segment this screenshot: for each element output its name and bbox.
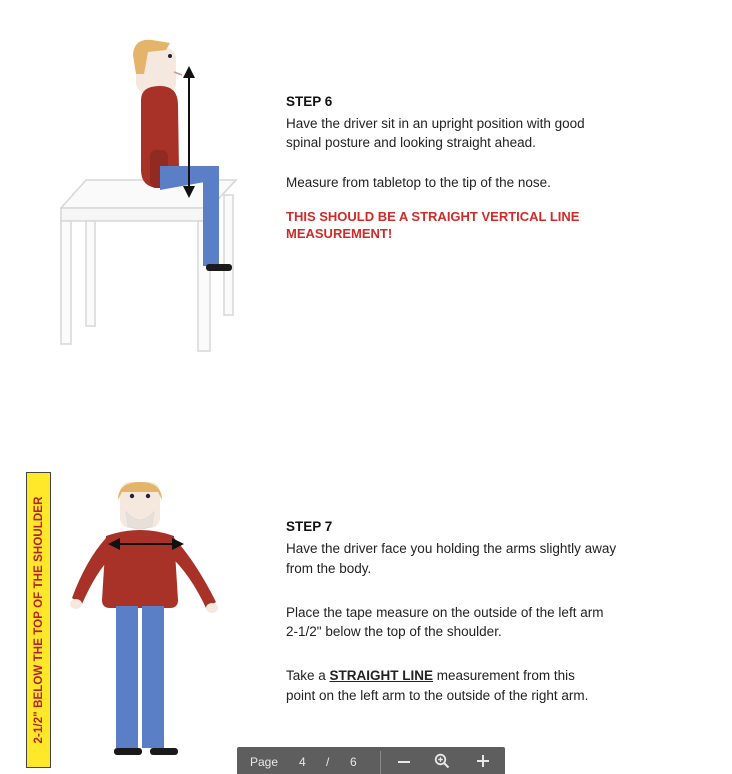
zoom-reset-button[interactable] bbox=[429, 747, 455, 774]
step7-p3-prefix: Take a bbox=[286, 668, 330, 683]
step6-title: STEP 6 bbox=[286, 94, 333, 109]
shoulder-distance-label bbox=[26, 472, 51, 768]
step6-measure-text: Measure from tabletop to the tip of the nose. bbox=[286, 175, 551, 190]
zoom-out-button[interactable] bbox=[391, 747, 417, 774]
plus-icon bbox=[476, 754, 490, 768]
page-separator: / bbox=[326, 755, 330, 769]
zoom-in-button[interactable] bbox=[470, 747, 496, 774]
minus-icon bbox=[397, 754, 411, 768]
current-page-number[interactable]: 4 bbox=[299, 755, 306, 769]
toolbar-divider bbox=[380, 751, 381, 774]
step7-p3-line2: point on the left arm to the outside of the right arm. bbox=[286, 688, 589, 703]
seated-person bbox=[133, 40, 232, 271]
pdf-page-toolbar bbox=[237, 747, 505, 774]
step7-p1-line2: from the body. bbox=[286, 561, 372, 576]
standing-person bbox=[70, 482, 218, 755]
step7-p3-suffix: measurement from this bbox=[433, 668, 575, 683]
straight-line-emphasis: STRAIGHT LINE bbox=[329, 668, 434, 683]
step7-p1-line1: Have the driver face you holding the arms slightly away bbox=[286, 541, 617, 556]
step6-instruction-line2: spinal posture and looking straight ahead. bbox=[286, 135, 536, 150]
step6-warning-line2: MEASUREMENT! bbox=[286, 226, 393, 241]
shoulder-distance-label-text: 2-1/2" BELOW THE TOP OF THE SHOULDER bbox=[32, 496, 45, 744]
step6-warning-line1: THIS SHOULD BE A STRAIGHT VERTICAL LINE bbox=[286, 209, 580, 224]
step6-instruction-line1: Have the driver sit in an upright position with good bbox=[286, 116, 585, 131]
step6-seated-driver-illustration bbox=[48, 30, 248, 355]
step7-p2-line1: Place the tape measure on the outside of the left arm bbox=[286, 605, 604, 620]
total-pages: 6 bbox=[350, 755, 357, 769]
magnifier-icon bbox=[434, 753, 450, 769]
step7-standing-driver-illustration bbox=[66, 480, 236, 760]
step7-p3-line1 bbox=[286, 666, 575, 685]
page-label: Page bbox=[250, 755, 279, 769]
step7-p2-line2: 2-1/2" below the top of the shoulder. bbox=[286, 624, 502, 639]
step7-title: STEP 7 bbox=[286, 519, 333, 534]
